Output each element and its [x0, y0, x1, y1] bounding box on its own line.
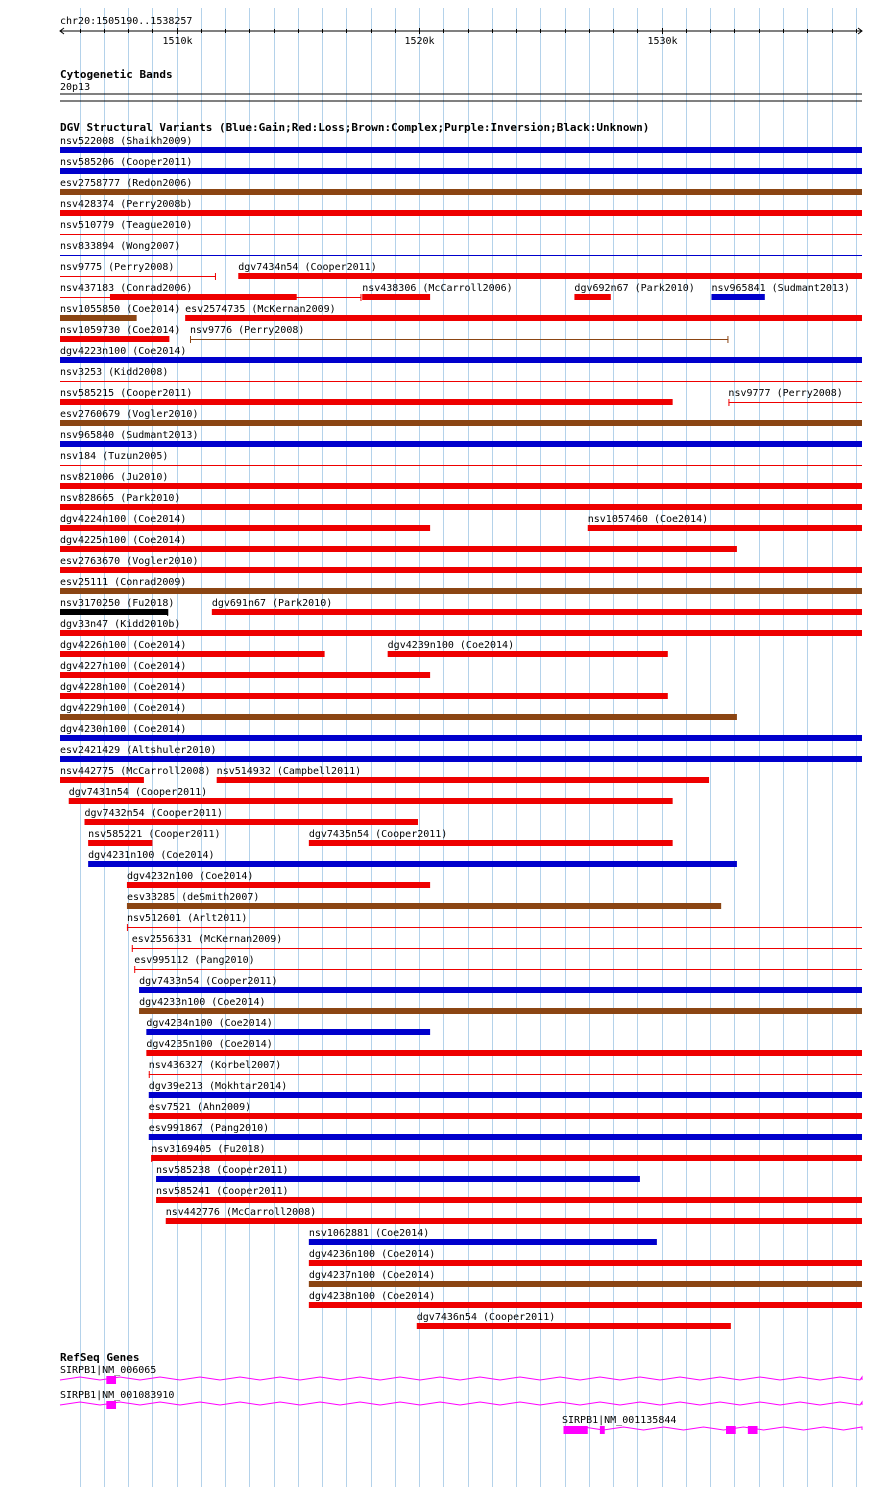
sv-bar [127, 903, 721, 909]
sv-feature [60, 451, 862, 466]
sv-label: nsv821006 (Ju2010) [60, 472, 169, 483]
sv-bar [60, 756, 862, 762]
gene-exon [564, 1426, 588, 1434]
sv-label: nsv9775 (Perry2008) [60, 262, 175, 273]
sv-feature [362, 283, 513, 300]
sv-feature [60, 514, 430, 531]
sv-label: dgv4225n100 (Coe2014) [60, 535, 187, 546]
sv-bar [69, 798, 673, 804]
gene-label: SIRPB1|NM_001135844 [562, 1415, 677, 1426]
ruler-tick-label: 1520k [404, 36, 435, 47]
sv-bar [60, 672, 430, 678]
gene-model [60, 1365, 862, 1384]
gene-exon [106, 1401, 116, 1409]
sv-label: dgv4239n100 (Coe2014) [387, 640, 515, 651]
refseq-track [60, 1365, 862, 1434]
sv-label: nsv512601 (Arlt2011) [126, 913, 248, 924]
sv-feature [60, 220, 862, 235]
sv-label: dgv4238n100 (Coe2014) [308, 1291, 436, 1302]
sv-feature [60, 346, 862, 363]
sv-label: dgv4231n100 (Coe2014) [88, 850, 215, 861]
sv-label: nsv585241 (Cooper2011) [156, 1186, 289, 1197]
sv-bar [309, 1260, 862, 1266]
sv-label: nsv510779 (Teague2010) [60, 220, 193, 231]
sv-feature [388, 640, 668, 657]
sv-label: esv33285 (deSmith2007) [126, 892, 260, 903]
sv-feature [149, 1102, 862, 1119]
sv-bar [88, 861, 737, 867]
sv-feature [132, 934, 862, 952]
sv-bar [146, 1050, 862, 1056]
sv-label: esv2760679 (Vogler2010) [60, 409, 199, 420]
sv-feature [60, 724, 862, 741]
sv-feature [190, 325, 728, 343]
sv-label: dgv4226n100 (Coe2014) [60, 640, 187, 651]
sv-label: nsv585221 (Cooper2011) [88, 829, 221, 840]
sv-label: nsv585206 (Cooper2011) [60, 157, 193, 168]
gene-exon [726, 1426, 736, 1434]
sv-label: esv2556331 (McKernan2009) [131, 934, 283, 945]
sv-feature [60, 304, 180, 321]
sv-bar [146, 1029, 430, 1035]
sv-feature [574, 283, 694, 300]
sv-label: dgv4237n100 (Coe2014) [308, 1270, 436, 1281]
sv-bar [166, 1218, 862, 1224]
sv-label: dgv33n47 (Kidd2010b) [60, 619, 181, 630]
sv-label: nsv833894 (Wong2007) [60, 241, 181, 252]
sv-label: esv25111 (Conrad2009) [60, 577, 187, 588]
sv-label: dgv691n67 (Park2010) [211, 598, 333, 609]
sv-bar [60, 777, 144, 783]
sv-bar [212, 609, 862, 615]
sv-bar [60, 357, 862, 363]
sv-bar [711, 294, 764, 300]
sv-bar [588, 525, 862, 531]
sv-label: nsv437183 (Conrad2006) [60, 283, 193, 294]
sv-bar [60, 630, 862, 636]
sv-feature [60, 661, 430, 678]
sv-bar [60, 735, 862, 741]
sv-feature [60, 682, 668, 699]
sv-bar [60, 399, 673, 405]
sv-label: nsv442775 (McCarroll2008) [60, 766, 211, 777]
sv-bar [149, 1134, 862, 1140]
sv-bar [60, 525, 430, 531]
sv-label: dgv4223n100 (Coe2014) [60, 346, 187, 357]
sv-bar [156, 1197, 862, 1203]
sv-feature [127, 892, 721, 909]
sv-bar [60, 483, 862, 489]
sv-bar [149, 1113, 862, 1119]
ruler-tick-label: 1530k [647, 36, 678, 47]
sv-feature [60, 388, 673, 405]
sv-bar [60, 420, 862, 426]
sv-bar [151, 1155, 862, 1161]
sv-label: nsv1062881 (Coe2014) [308, 1228, 430, 1239]
sv-label: nsv3169405 (Fu2018) [151, 1144, 266, 1155]
sv-bar [60, 441, 862, 447]
sv-feature [60, 598, 174, 616]
sv-label: nsv965841 (Sudmant2013) [711, 283, 850, 294]
sv-bar [88, 840, 152, 846]
sv-label: nsv428374 (Perry2008b) [60, 199, 193, 210]
sv-bar [217, 777, 709, 783]
sv-label: nsv184 (Tuzun2005) [60, 451, 169, 462]
sv-feature [309, 1249, 862, 1266]
sv-bar [417, 1323, 731, 1329]
sv-bar [309, 1302, 862, 1308]
sv-feature [139, 997, 862, 1014]
sv-bar [185, 315, 862, 321]
gene-intron-line [60, 1377, 862, 1380]
sv-feature [588, 514, 862, 531]
sv-label: dgv7436n54 (Cooper2011) [416, 1312, 556, 1323]
dgv-track-title: DGV Structural Variants (Blue:Gain;Red:Loss;Brown:Complex;Purple:Inversion;Black:Unknown) [60, 121, 650, 134]
sv-label: nsv436327 (Korbel2007) [148, 1060, 282, 1071]
sv-bar [309, 840, 673, 846]
sv-bar [60, 504, 862, 510]
sv-label: dgv4234n100 (Coe2014) [146, 1018, 273, 1029]
sv-feature [60, 157, 862, 174]
sv-feature [309, 1270, 862, 1287]
sv-feature [60, 241, 862, 256]
sv-label: nsv1055850 (Coe2014) [60, 304, 181, 315]
sv-feature [146, 1039, 862, 1056]
sv-feature [139, 976, 862, 993]
sv-feature [60, 535, 737, 552]
sv-bar [139, 987, 862, 993]
location-label: chr20:1505190..1538257 [60, 16, 193, 27]
sv-label: nsv1059730 (Coe2014) [60, 325, 181, 336]
sv-feature [60, 766, 211, 783]
sv-label: dgv4228n100 (Coe2014) [60, 682, 187, 693]
sv-feature [149, 1123, 862, 1140]
sv-label: esv2763670 (Vogler2010) [60, 556, 199, 567]
sv-label: esv2758777 (Redon2006) [60, 178, 193, 189]
sv-label: dgv4227n100 (Coe2014) [60, 661, 187, 672]
sv-bar [60, 693, 668, 699]
sv-label: dgv4230n100 (Coe2014) [60, 724, 187, 735]
sv-feature [212, 598, 862, 615]
sv-feature [60, 556, 862, 573]
sv-label: nsv585238 (Cooper2011) [156, 1165, 289, 1176]
sv-feature [417, 1312, 731, 1329]
sv-label: dgv7435n54 (Cooper2011) [308, 829, 448, 840]
sv-bar [60, 315, 137, 321]
sv-label: dgv7433n54 (Cooper2011) [139, 976, 278, 987]
sv-feature [151, 1144, 862, 1162]
sv-feature [60, 745, 862, 762]
cytoband-label: 20p13 [60, 82, 91, 93]
sv-label: nsv9777 (Perry2008) [728, 388, 843, 399]
sv-label: nsv9776 (Perry2008) [190, 325, 305, 336]
sv-label: dgv4235n100 (Coe2014) [146, 1039, 273, 1050]
sv-label: esv995112 (Pang2010) [134, 955, 255, 966]
sv-feature [60, 178, 862, 195]
sv-bar [362, 294, 430, 300]
ruler-track [60, 16, 862, 47]
sv-bar [574, 294, 610, 300]
sv-bar [60, 588, 862, 594]
sv-label: dgv692n67 (Park2010) [574, 283, 695, 294]
sv-bar [149, 1092, 862, 1098]
sv-label: dgv7431n54 (Cooper2011) [68, 787, 208, 798]
sv-bar [60, 168, 862, 174]
gene-exon [748, 1426, 758, 1434]
sv-feature [60, 493, 862, 510]
cytogenetic-bands-track [60, 68, 862, 101]
sv-bar [60, 609, 168, 615]
sv-label: esv2574735 (McKernan2009) [185, 304, 336, 315]
sv-bar [60, 210, 862, 216]
sv-label: dgv7434n54 (Cooper2011) [238, 262, 377, 273]
sv-label: nsv442776 (McCarroll2008) [165, 1207, 317, 1218]
sv-label: dgv4233n100 (Coe2014) [139, 997, 266, 1008]
sv-bar [388, 651, 668, 657]
sv-bar [238, 273, 862, 279]
sv-bar [60, 546, 737, 552]
sv-feature [88, 829, 220, 846]
sv-feature [146, 1018, 430, 1035]
sv-bar [60, 189, 862, 195]
gene-exon [600, 1426, 605, 1434]
sv-feature [60, 136, 862, 153]
sv-bar [139, 1008, 862, 1014]
sv-feature [60, 430, 862, 447]
sv-bar [309, 1239, 657, 1245]
sv-label: esv2421429 (Altshuler2010) [60, 745, 217, 756]
gene-model [60, 1390, 862, 1409]
sv-feature [156, 1186, 862, 1203]
sv-feature [88, 850, 737, 867]
sv-bar [60, 147, 862, 153]
sv-bar [84, 819, 417, 825]
sv-label: dgv4229n100 (Coe2014) [60, 703, 187, 714]
sv-label: nsv965840 (Sudmant2013) [60, 430, 199, 441]
sv-label: esv991867 (Pang2010) [148, 1123, 270, 1134]
sv-label: dgv4224n100 (Coe2014) [60, 514, 187, 525]
sv-feature [60, 262, 216, 280]
sv-bar [156, 1176, 640, 1182]
gene-intron-line [60, 1402, 862, 1405]
gene-label: SIRPB1|NM_006065 [60, 1365, 157, 1376]
sv-label: nsv522008 (Shaikh2009) [60, 136, 193, 147]
sv-label: nsv1057460 (Coe2014) [587, 514, 709, 525]
sv-core-bar [110, 294, 297, 300]
sv-bar [60, 336, 169, 342]
gene-intron-line [564, 1427, 862, 1430]
sv-feature [309, 829, 673, 846]
sv-bar [127, 882, 430, 888]
ruler-tick-label: 1510k [162, 36, 193, 47]
sv-feature [69, 787, 673, 804]
sv-feature [60, 577, 862, 594]
sv-bar [60, 651, 325, 657]
sv-label: nsv828665 (Park2010) [60, 493, 181, 504]
sv-feature [309, 1291, 862, 1308]
sv-feature [711, 283, 849, 300]
sv-feature [728, 388, 862, 406]
sv-feature [60, 325, 180, 342]
sv-feature [185, 304, 862, 321]
sv-feature [60, 409, 862, 426]
sv-feature [149, 1060, 862, 1078]
sv-label: nsv514932 (Campbell2011) [216, 766, 362, 777]
sv-feature [156, 1165, 640, 1182]
gene-label: SIRPB1|NM_001083910 [60, 1390, 175, 1401]
sv-feature [127, 871, 430, 888]
gene-exon [106, 1376, 116, 1384]
sv-feature [84, 808, 417, 825]
sv-feature [134, 955, 862, 973]
sv-bar [60, 567, 862, 573]
sv-label: nsv3253 (Kidd2008) [60, 367, 169, 378]
refseq-track-title: RefSeq Genes [60, 1351, 140, 1364]
sv-feature [60, 619, 862, 636]
sv-feature [60, 640, 325, 657]
sv-bar [309, 1281, 862, 1287]
sv-label: dgv39e213 (Mokhtar2014) [148, 1081, 288, 1092]
sv-feature [217, 766, 709, 783]
sv-label: dgv7432n54 (Cooper2011) [84, 808, 223, 819]
sv-label: dgv4236n100 (Coe2014) [308, 1249, 436, 1260]
sv-feature [149, 1081, 862, 1098]
sv-label: nsv438306 (McCarroll2006) [362, 283, 513, 294]
cytoband-track-title: Cytogenetic Bands [60, 68, 173, 81]
sv-label: dgv4232n100 (Coe2014) [126, 871, 254, 882]
sv-feature [127, 913, 862, 931]
sv-feature [166, 1207, 862, 1224]
sv-feature [60, 199, 862, 216]
gene-model [562, 1415, 862, 1434]
sv-feature [60, 367, 862, 382]
sv-feature [60, 283, 361, 301]
sv-label: esv7521 (Ahn2009) [148, 1102, 252, 1113]
sv-label: nsv3170250 (Fu2018) [60, 598, 175, 609]
sv-feature [238, 262, 862, 279]
sv-feature [60, 472, 862, 489]
dgv-track [60, 136, 862, 1329]
sv-bar [60, 714, 737, 720]
sv-feature [60, 703, 737, 720]
sv-feature [309, 1228, 657, 1245]
sv-label: nsv585215 (Cooper2011) [60, 388, 193, 399]
